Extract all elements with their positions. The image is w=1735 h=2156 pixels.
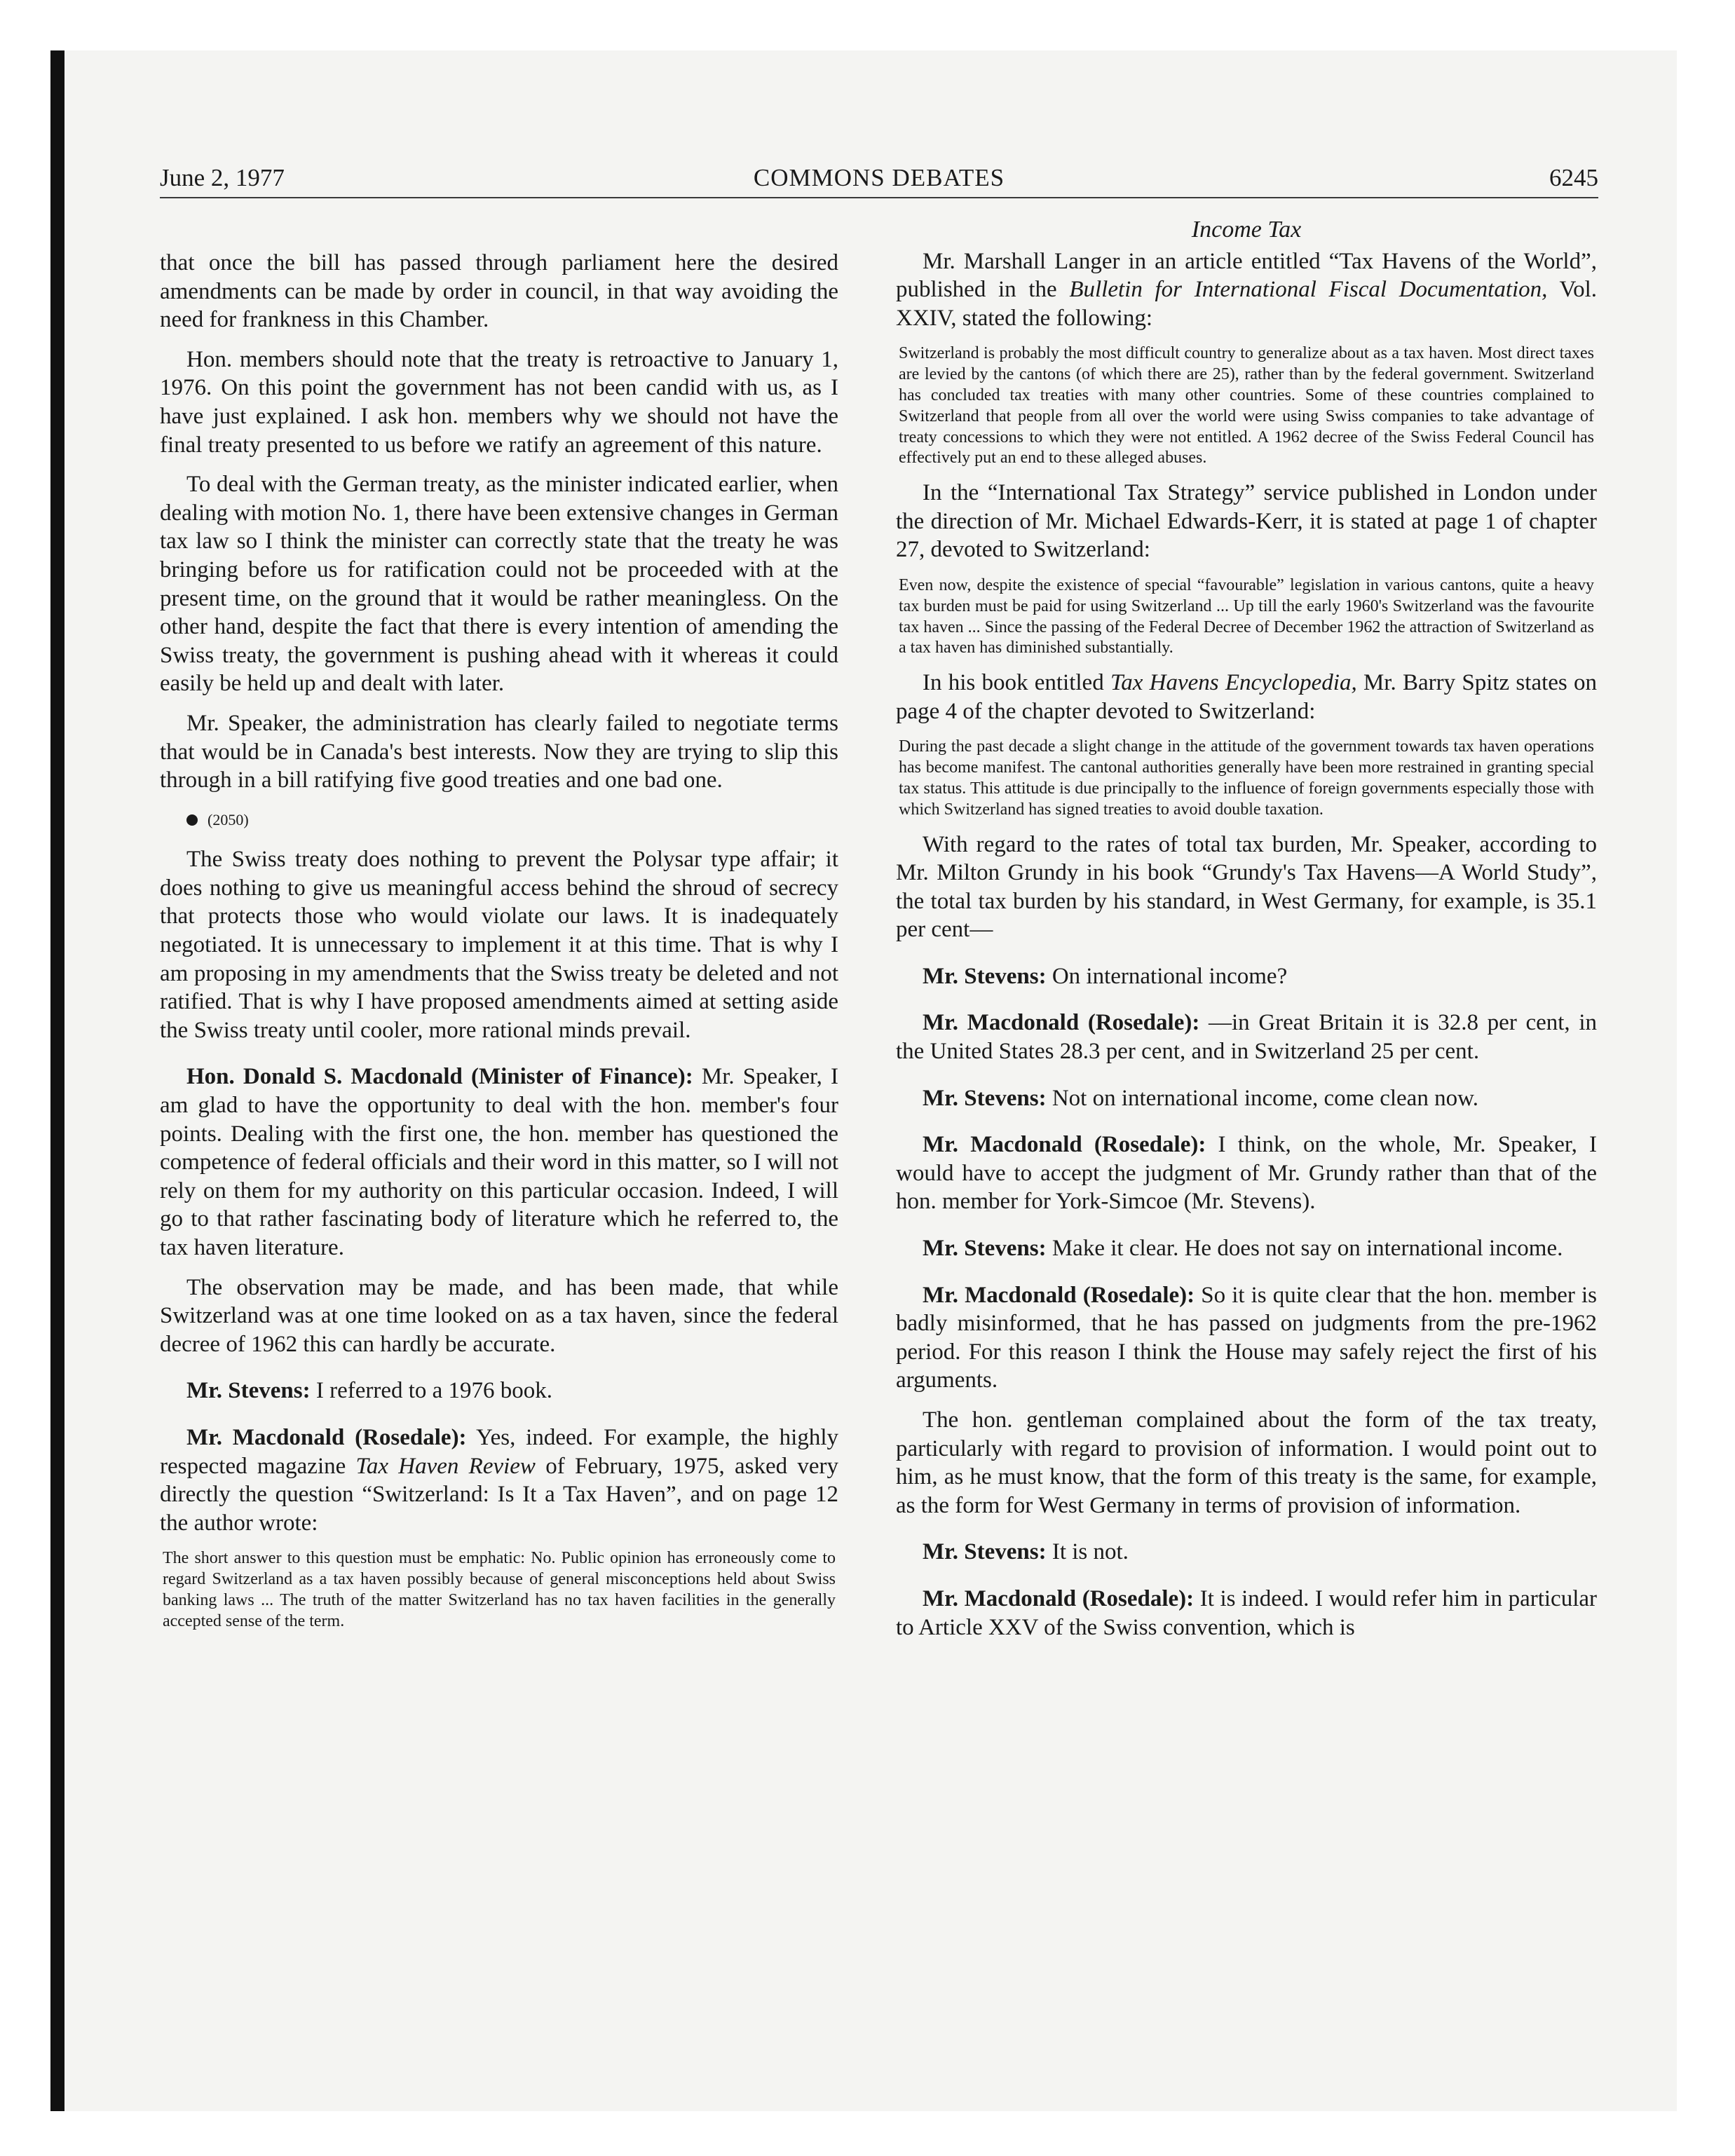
- publication-title: Tax Havens Encyclopedia,: [1110, 670, 1357, 696]
- block-quote: Even now, despite the existence of special “favourable” legislation in various cantons, quite a heavy tax burden must be paid for using Switzerland ... Up till the early 1960's Switzerland was the favourite tax haven ... Since the passing of the Federal Decree of December 1962 the attraction of Switzerland as a tax haven has diminished substantially.: [899, 575, 1594, 657]
- speech: [896, 1538, 1597, 1567]
- speech: [896, 1234, 1597, 1263]
- paragraph: In the “International Tax Strategy” service published in London under the direction of Mr. Michael Edwards-Kerr, it is stated at page 1 of chapter 27, devoted to Switzerland:: [896, 480, 1597, 563]
- speech: [896, 962, 1597, 991]
- bullet-icon: [186, 814, 198, 826]
- paragraph: The observation may be made, and has been made, that while Switzerland was at one time looked on as a tax haven, since the federal decree of 1962 this can hardly be accurate.: [160, 1274, 838, 1357]
- speech-text: Mr. Speaker, I am glad to have the opportunity to deal with the hon. member's four points. Dealing with the first one, the hon. member has questioned the competence of federal officials and their word in this matter, so I will not rely on them for my authority on this particular occasion. Indeed, I will go to that rather fascinating body of literature which he referred to, the tax haven literature.: [160, 1064, 838, 1260]
- speaker-name: Mr. Macdonald (Rosedale):: [186, 1424, 467, 1450]
- publication-title: Tax Haven Review: [355, 1453, 536, 1479]
- block-quote: The short answer to this question must be emphatic: No. Public opinion has erroneously come to regard Switzerland as a tax haven possibly because of general misconceptions held about Swiss banking laws ... The truth of the matter Switzerland has no tax haven facilities in the generally accepted sense of the term.: [163, 1549, 836, 1630]
- speech: [160, 1424, 838, 1537]
- left-column: [160, 249, 838, 1642]
- speech-text: Yes, indeed. For example, the highly respected magazine: [160, 1424, 838, 1479]
- speaker-name: Mr. Macdonald (Rosedale):: [923, 1132, 1206, 1158]
- speaker-name: Mr. Macdonald (Rosedale):: [923, 1010, 1200, 1036]
- block-quote: Switzerland is probably the most difficult country to generalize about as a tax haven. Most direct taxes are levied by the cantons (of which there are 25), rather than by the federal government. Switzerland has concluded tax treaties with many other countries. Some of these countries complained to Switzerland that people from all over the world were using Swiss companies to take advantage of treaty concessions to which they were not entitled. A 1962 decree of the Swiss Federal Council has effectively put an end to these alleged abuses.: [899, 344, 1594, 468]
- speech: [160, 1063, 838, 1262]
- block-quote: During the past decade a slight change in the attitude of the government towards tax haven operations has become manifest. The cantonal authorities generally have been more restrained in granting special tax status. This attitude is due principally to the influence of foreign governments especially those with which Switzerland has signed treaties to avoid double taxation.: [899, 737, 1594, 819]
- speech-text: On international income?: [1052, 963, 1288, 989]
- scan-edge: [50, 50, 64, 2111]
- timestamp-text: (2050): [207, 810, 249, 828]
- speech-text: It is indeed. I would refer him in particular to Article XXV of the Swiss convention, which is: [896, 1585, 1598, 1640]
- publication-title: Bulletin for International Fiscal Documentation,: [1069, 277, 1548, 303]
- speech-text: —in Great Britain it is 32.8 per cent, in the United States 28.3 per cent, and in Switzerland 25 per cent.: [896, 1010, 1598, 1065]
- speech: [896, 1585, 1597, 1642]
- paragraph-text: Mr. Barry Spitz states on page 4 of the chapter devoted to Switzerland:: [896, 670, 1597, 724]
- paragraph: [896, 669, 1597, 725]
- speaker-name: Mr. Stevens:: [923, 1539, 1047, 1565]
- running-head: [160, 161, 1598, 195]
- speaker-name: Mr. Stevens:: [923, 1236, 1047, 1262]
- speaker-name: Mr. Macdonald (Rosedale):: [923, 1282, 1195, 1308]
- speaker-name: Hon. Donald S. Macdonald (Minister of Finance):: [186, 1064, 693, 1090]
- speech-text: So it is quite clear that the hon. member is badly misinformed, that he has passed on judgments from the pre-1962 period. For this reason I think the House may safely reject the first of his arguments.: [896, 1282, 1598, 1393]
- header-rule: [160, 197, 1598, 198]
- paragraph: Mr. Speaker, the administration has clearly failed to negotiate terms that would be in Canada's best interests. Now they are trying to slip this through in a bill ratifying five good treaties and one bad one.: [160, 710, 838, 793]
- speech-text: Not on international income, come clean now.: [1052, 1085, 1479, 1111]
- paragraph: that once the bill has passed through parliament here the desired amendments can be made by order in council, in that way avoiding the need for frankness in this Chamber.: [160, 250, 838, 333]
- speaker-name: Mr. Stevens:: [923, 1085, 1047, 1111]
- speech-text: I think, on the whole, Mr. Speaker, I would have to accept the judgment of Mr. Grundy rather than that of the hon. member for York-Simcoe (Mr. Stevens).: [896, 1132, 1597, 1215]
- paragraph: The hon. gentleman complained about the form of the tax treaty, particularly with regard to provision of information. I would point out to him, as he must know, that the form of this treaty is the same, for example, as the form for West Germany in terms of provision of information.: [896, 1407, 1597, 1518]
- speech-text: It is not.: [1052, 1539, 1129, 1565]
- speech-text: Make it clear. He does not say on international income.: [1052, 1236, 1563, 1262]
- speech: [896, 1084, 1597, 1113]
- speaker-name: Mr. Macdonald (Rosedale):: [923, 1585, 1195, 1611]
- paragraph: With regard to the rates of total tax burden, Mr. Speaker, according to Mr. Milton Grundy in his book “Grundy's Tax Havens—A World Study”, the total tax burden by his standard, in West Germany, for example, is 35.1 per cent—: [896, 831, 1597, 943]
- speaker-name: Mr. Stevens:: [186, 1378, 311, 1404]
- paragraph: To deal with the German treaty, as the minister indicated earlier, when dealing with motion No. 1, there have been extensive changes in German tax law so I think the minister can correctly state that the treaty he was bringing before us for ratification could not be proceeded with at the present time, on the ground that it would be rather meaningless. On the other hand, despite the fact that there is every intention of amending the Swiss treaty, the government is pushing ahead with it whereas it could easily be held up and dealt with later.: [160, 472, 838, 697]
- section-heading: Income Tax: [1191, 217, 1302, 243]
- header-page-number: 6245: [1549, 164, 1598, 191]
- time-marker: [160, 806, 838, 835]
- paragraph: The Swiss treaty does nothing to prevent the Polysar type affair; it does nothing to give us meaningful access behind the shroud of secrecy that protects those who would violate our laws. It is inadequately negotiated. It is unnecessary to implement it at this time. That is why I am proposing in my amendments that the Swiss treaty be deleted and not ratified. That is why I have proposed amendments aimed at setting aside the Swiss treaty until cooler, more rational minds prevail.: [160, 847, 838, 1043]
- paragraph-text: Vol. XXIV, stated the following:: [896, 277, 1598, 331]
- paragraph: Hon. members should note that the treaty is retroactive to January 1, 1976. On this point the government has not been candid with us, as I have just explained. I ask hon. members why we should not have the final treaty presented to us before we ratify an agreement of this nature.: [160, 346, 838, 458]
- speech-text: I referred to a 1976 book.: [315, 1378, 553, 1404]
- speech: [160, 1377, 838, 1405]
- header-title: COMMONS DEBATES: [753, 164, 1005, 191]
- speech: [896, 1131, 1597, 1216]
- speech-text: of February, 1975, asked very directly the question “Switzerland: Is It a Tax Haven”, and on page 12 the author wrote:: [160, 1453, 839, 1536]
- paragraph-text: In his book entitled: [923, 670, 1104, 696]
- paragraph: [896, 247, 1597, 333]
- header-date: June 2, 1977: [160, 164, 285, 191]
- right-column: [896, 216, 1597, 1653]
- speech: [896, 1009, 1597, 1065]
- paragraph-text: Mr. Marshall Langer in an article entitled “Tax Havens of the World”, published in the: [896, 248, 1597, 303]
- speaker-name: Mr. Stevens:: [923, 963, 1047, 989]
- speech: [896, 1281, 1597, 1395]
